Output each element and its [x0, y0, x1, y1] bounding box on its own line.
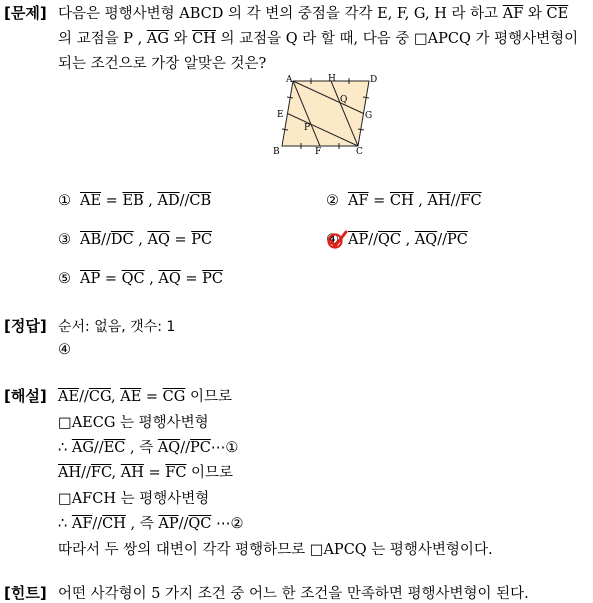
segment-label: $\overline{PC}$: [446, 232, 468, 248]
segment-label: $\overline{AH}$: [58, 465, 82, 481]
choice-1[interactable]: [58, 193, 211, 209]
segment-label: $\overline{AG}$: [71, 440, 94, 456]
text-fragment: =: [100, 271, 122, 287]
point-H: H: [328, 74, 336, 84]
answer-line-2: ④: [58, 342, 71, 358]
text-fragment: ∴: [58, 440, 72, 456]
text-fragment: //: [93, 440, 104, 456]
segment-label: $\overline{AH}$: [427, 193, 451, 209]
point-E: E: [277, 110, 284, 120]
parallelogram-figure: [268, 72, 378, 156]
text-fragment: =: [141, 389, 163, 405]
segment-label: $\overline{AQ}$: [157, 440, 181, 456]
hint-text: 어떤 사각형이 5 가지 조건 중 어느 한 조건을 만족하면 평행사변형이 된다.: [58, 586, 529, 602]
text-fragment: //: [180, 440, 190, 456]
segment-label: $\overline{AF}$: [348, 193, 369, 209]
choice-5[interactable]: [58, 271, 223, 287]
text-fragment: //: [178, 516, 189, 532]
text-fragment: //: [179, 193, 190, 209]
explanation-line-2: □AECG 는 평행사변형: [58, 415, 209, 431]
hint-label: [힌트]: [4, 584, 47, 602]
text-fragment: =: [180, 271, 203, 287]
text-fragment: =: [169, 232, 192, 248]
text-fragment: ,: [144, 271, 159, 287]
text-fragment: 의 교점을 P ,: [58, 31, 147, 47]
text-fragment: ,: [143, 193, 158, 209]
question-line-2: [58, 27, 578, 48]
segment-label: $\overline{CG}$: [88, 389, 112, 405]
figure-fill: [282, 81, 369, 146]
segment-label: $\overline{EB}$: [122, 193, 144, 209]
segment-label: $\overline{PC}$: [202, 271, 224, 287]
segment-label: $\overline{AP}$: [158, 516, 179, 532]
text-fragment: ,: [401, 232, 415, 248]
segment-label: $\overline{FC}$: [460, 193, 482, 209]
explanation-line-3: [58, 436, 238, 457]
text-fragment: //: [450, 193, 461, 209]
explanation-label: [해설]: [4, 387, 47, 405]
explanation-line-7: 따라서 두 쌍의 대변이 각각 평행하므로 □APCQ 는 평행사변형이다.: [58, 542, 493, 558]
text-fragment: ②: [326, 193, 339, 209]
text-fragment: //: [101, 232, 111, 248]
segment-label: $\overline{AF}$: [502, 6, 524, 22]
text-fragment: =: [101, 193, 123, 209]
text-fragment: ,: [111, 465, 121, 481]
checkmark-icon: [326, 230, 348, 250]
text-fragment: ,: [413, 193, 428, 209]
point-G: G: [365, 111, 373, 121]
answer-label: [정답]: [4, 317, 47, 335]
segment-label: $\overline{QC}$: [188, 516, 212, 532]
point-B: B: [273, 147, 280, 156]
text-fragment: ①: [58, 193, 71, 209]
question-label: [문제]: [4, 4, 47, 22]
point-P: P: [304, 123, 311, 133]
answer-line-1: 순서: 없음, 갯수: 1: [58, 319, 176, 335]
point-A: A: [286, 75, 293, 85]
text-fragment: 다음은 평행사변형 ABCD 의 각 변의 중점을 각각 E, F, G, H 라 하고: [58, 6, 503, 22]
text-fragment: ⋯②: [211, 516, 244, 532]
segment-label: $\overline{CH}$: [389, 193, 414, 209]
text-fragment: ,: [133, 232, 148, 248]
segment-label: $\overline{CH}$: [192, 31, 216, 47]
text-fragment: //: [437, 232, 447, 248]
text-fragment: //: [81, 465, 91, 481]
segment-label: $\overline{AG}$: [146, 31, 169, 47]
segment-label: $\overline{CE}$: [546, 6, 569, 22]
segment-label: $\overline{AD}$: [157, 193, 180, 209]
text-fragment: ⋯①: [210, 440, 239, 456]
question-line-1: [58, 2, 568, 23]
text-fragment: ∴: [58, 516, 72, 532]
segment-label: $\overline{AF}$: [71, 516, 93, 532]
text-fragment: 이므로: [186, 465, 234, 481]
text-fragment: //: [79, 389, 89, 405]
segment-label: $\overline{CH}$: [102, 516, 126, 532]
segment-label: $\overline{FC}$: [90, 465, 112, 481]
segment-label: $\overline{QC}$: [378, 232, 401, 248]
choice-3[interactable]: [58, 232, 212, 248]
text-fragment: ④: [326, 232, 339, 248]
text-fragment: ③: [58, 232, 71, 248]
segment-label: $\overline{EC}$: [103, 440, 126, 456]
segment-label: $\overline{AP}$: [80, 271, 101, 287]
explanation-line-6: [58, 512, 243, 533]
segment-label: $\overline{CG}$: [162, 389, 186, 405]
explanation-line-1: [58, 385, 232, 406]
text-fragment: 이므로: [185, 389, 232, 405]
text-fragment: 의 교점을 Q 라 할 때, 다음 중 □APCQ 가 평행사변형이: [215, 31, 579, 47]
text-fragment: 와: [168, 31, 193, 47]
segment-label: $\overline{AE}$: [120, 389, 142, 405]
segment-label: $\overline{PC}$: [189, 440, 211, 456]
text-fragment: 와: [523, 6, 547, 22]
segment-label: $\overline{AE}$: [58, 389, 80, 405]
segment-label: $\overline{AE}$: [80, 193, 102, 209]
text-fragment: ,: [111, 389, 121, 405]
text-fragment: , 즉: [125, 516, 159, 532]
segment-label: $\overline{QC}$: [121, 271, 145, 287]
text-fragment: //: [368, 232, 379, 248]
text-fragment: =: [143, 465, 166, 481]
question-line-3: 되는 조건으로 가장 알맞은 것은?: [58, 56, 267, 72]
choice-2[interactable]: [326, 193, 482, 209]
segment-label: $\overline{AB}$: [80, 232, 102, 248]
segment-label: $\overline{AQ}$: [158, 271, 181, 287]
segment-label: $\overline{PC}$: [191, 232, 213, 248]
segment-label: $\overline{CB}$: [189, 193, 212, 209]
text-fragment: //: [92, 516, 103, 532]
segment-label: $\overline{DC}$: [110, 232, 134, 248]
explanation-line-4: [58, 461, 233, 482]
explanation-line-5: □AFCH 는 평행사변형: [58, 491, 210, 507]
point-C: C: [356, 147, 363, 156]
point-Q: Q: [340, 95, 348, 105]
point-D: D: [370, 75, 378, 85]
text-fragment: ⑤: [58, 271, 71, 287]
segment-label: $\overline{FC}$: [165, 465, 187, 481]
segment-label: $\overline{AP}$: [348, 232, 369, 248]
point-F: F: [315, 147, 322, 156]
text-fragment: =: [368, 193, 390, 209]
segment-label: $\overline{AQ}$: [147, 232, 170, 248]
segment-label: $\overline{AH}$: [120, 465, 144, 481]
text-fragment: , 즉: [125, 440, 158, 456]
segment-label: $\overline{AQ}$: [414, 232, 438, 248]
